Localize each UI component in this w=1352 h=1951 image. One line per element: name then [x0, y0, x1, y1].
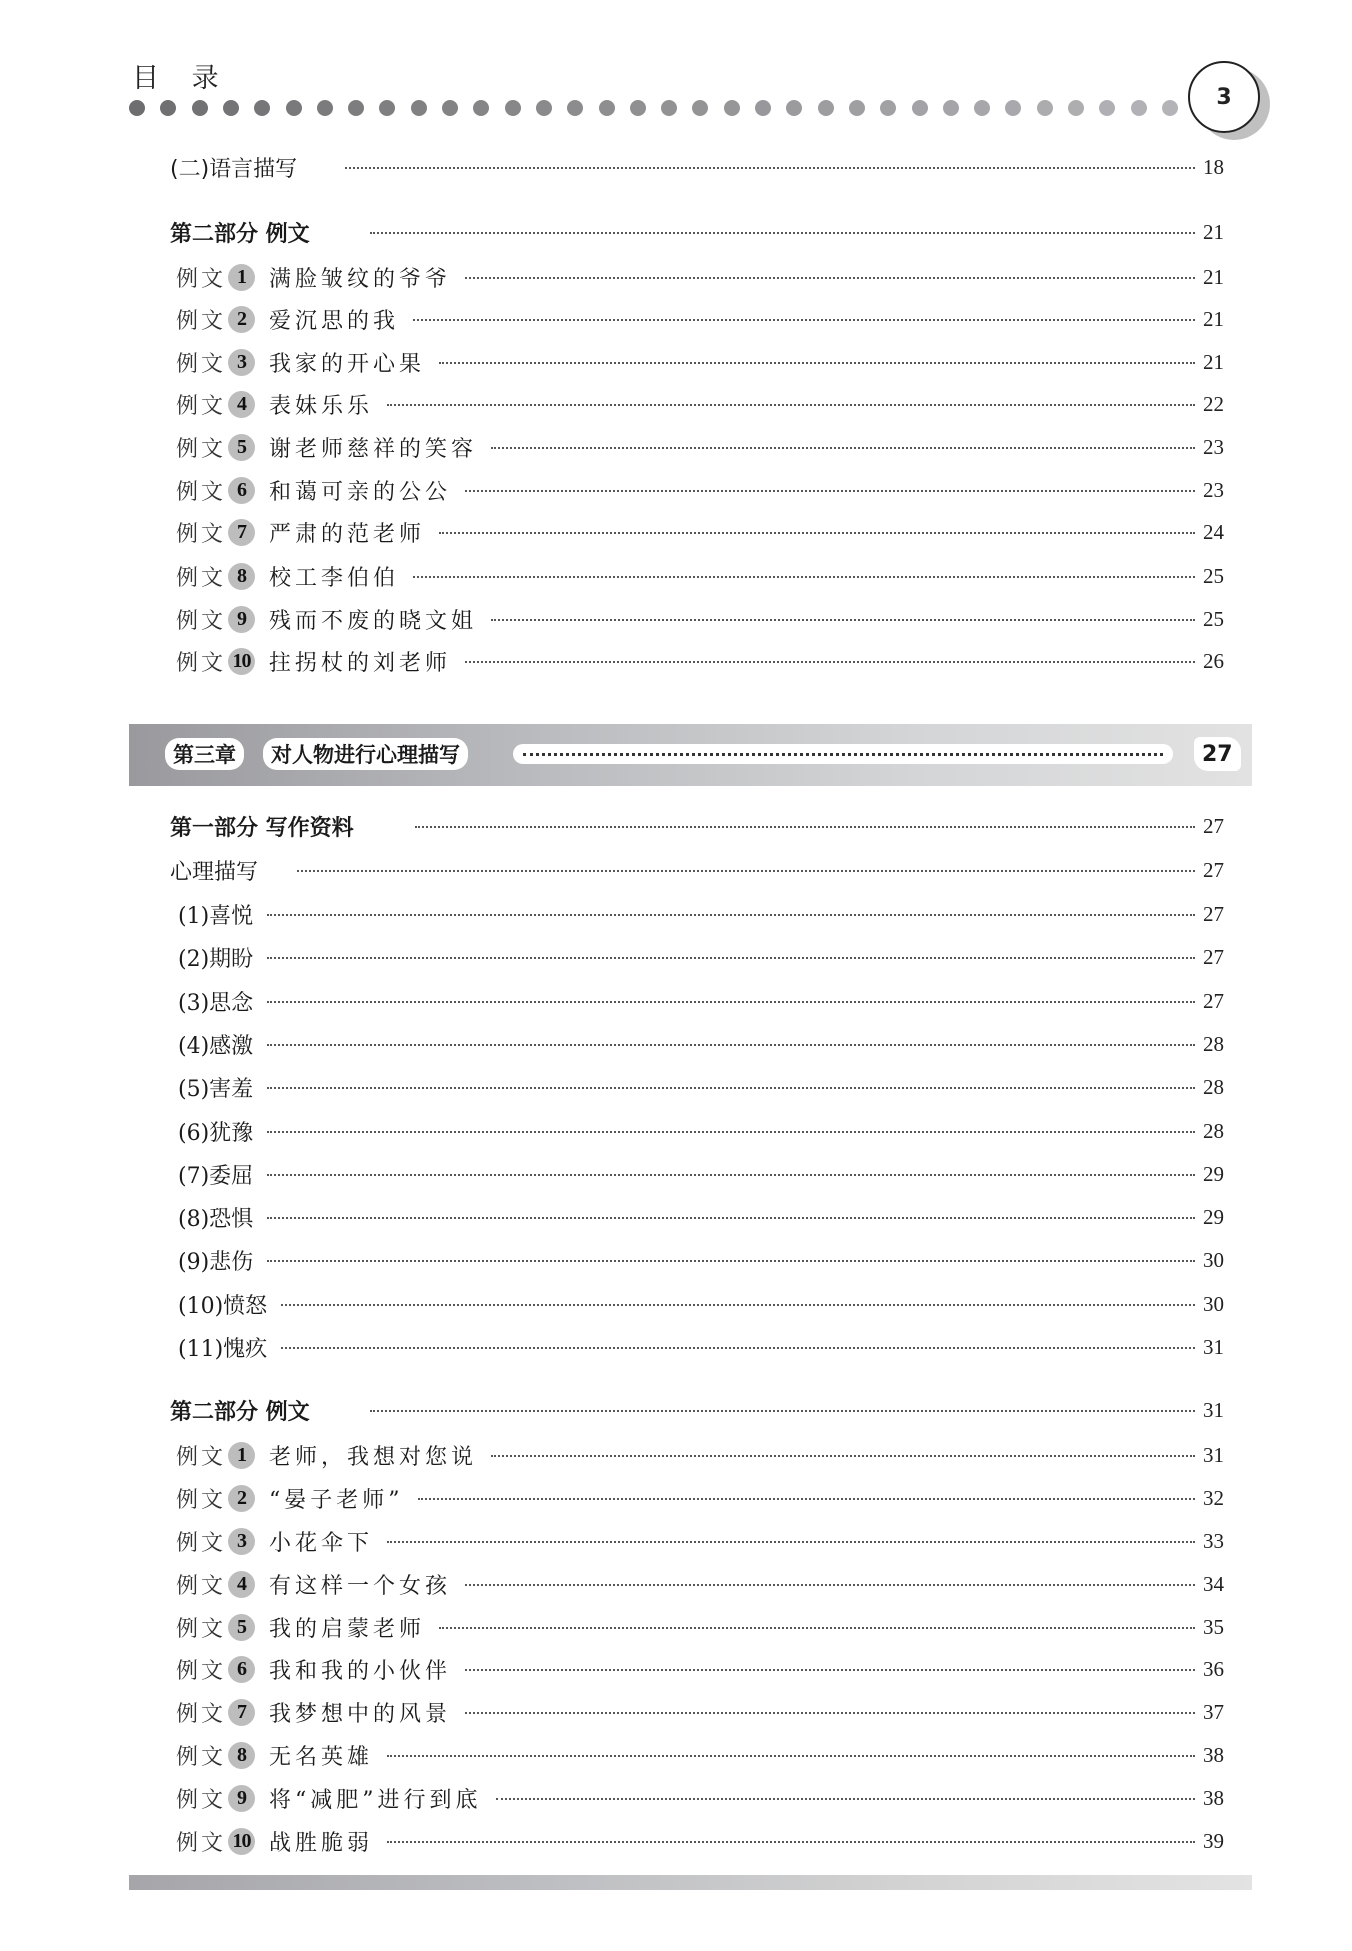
example-number-badge: 8 [228, 1742, 255, 1769]
toc-entry-label [176, 304, 409, 335]
dot-leader [491, 447, 1195, 449]
dot-leader [281, 1304, 1195, 1306]
example-title: 我家的开心果 [269, 351, 426, 377]
toc-example-entry[interactable] [0, 260, 1352, 294]
toc-page-number: 21 [1203, 219, 1224, 244]
example-title: 表妹乐乐 [269, 393, 374, 419]
toc-page-number: 27 [1203, 813, 1224, 838]
decorative-dot [286, 100, 302, 116]
decorative-dot [692, 100, 708, 116]
toc-entry-label: (3)思念 [178, 986, 263, 1017]
toc-page-number: 28 [1203, 1118, 1224, 1143]
toc-entry-label [176, 1612, 435, 1643]
dot-leader [370, 232, 1195, 234]
dot-leader [267, 1001, 1195, 1003]
toc-example-entry[interactable] [0, 1481, 1352, 1515]
toc-page-number: 23 [1203, 434, 1224, 459]
toc-example-entry[interactable] [0, 1652, 1352, 1686]
toc-entry[interactable] [0, 1157, 1352, 1191]
example-prefix: 例文 [176, 1444, 227, 1470]
decorative-dot [1099, 100, 1115, 116]
dot-leader [413, 576, 1195, 578]
dot-leader [465, 1669, 1195, 1671]
toc-page-number: 36 [1203, 1656, 1224, 1681]
toc-entry-label: (二)语言描写 [170, 152, 307, 183]
example-title: 严肃的范老师 [269, 521, 426, 547]
toc-page-number: 21 [1203, 349, 1224, 374]
toc-entry-label [176, 1483, 414, 1514]
decorative-dot [411, 100, 427, 116]
example-title: “晏子老师” [269, 1487, 404, 1513]
toc-page-number: 35 [1203, 1614, 1224, 1639]
chapter-title: 对人物进行心理描写 [263, 738, 468, 770]
example-title: 将“减肥”进行到底 [269, 1787, 482, 1813]
dot-leader [465, 1712, 1195, 1714]
toc-example-entry[interactable] [0, 1824, 1352, 1858]
example-prefix: 例文 [176, 266, 227, 292]
toc-page-number: 24 [1203, 519, 1224, 544]
toc-entry-label [176, 347, 435, 378]
example-prefix: 例文 [176, 565, 227, 591]
toc-entry-label: (2)期盼 [178, 942, 263, 973]
toc-entry-label: 第一部分 写作资料 [170, 811, 364, 842]
dot-leader [281, 1347, 1195, 1349]
example-prefix: 例文 [176, 1787, 227, 1813]
toc-example-entry[interactable] [0, 602, 1352, 636]
dot-leader [465, 490, 1195, 492]
toc-page-number: 18 [1203, 154, 1224, 179]
toc-example-entry[interactable] [0, 1738, 1352, 1772]
example-number-badge: 6 [228, 477, 255, 504]
example-prefix: 例文 [176, 436, 227, 462]
toc-entry-label [176, 517, 435, 548]
toc-example-entry[interactable] [0, 1610, 1352, 1644]
dot-leader [345, 167, 1195, 169]
toc-example-entry[interactable] [0, 644, 1352, 678]
footer-bar [129, 1875, 1252, 1890]
decorative-dot [599, 100, 615, 116]
toc-page-number: 27 [1203, 988, 1224, 1013]
toc-page-number: 32 [1203, 1485, 1224, 1510]
example-number-badge: 2 [228, 1485, 255, 1512]
toc-page-number: 31 [1203, 1397, 1224, 1422]
dot-leader [415, 826, 1195, 828]
toc-example-entry[interactable] [0, 430, 1352, 464]
example-prefix: 例文 [176, 1530, 227, 1556]
toc-example-entry[interactable] [0, 302, 1352, 336]
toc-entry-label: (8)恐惧 [178, 1202, 263, 1233]
example-prefix: 例文 [176, 1573, 227, 1599]
toc-entry[interactable] [0, 853, 1352, 887]
toc-page-number: 33 [1203, 1528, 1224, 1553]
example-number-badge: 4 [228, 391, 255, 418]
decorative-dot [912, 100, 928, 116]
toc-entry-label [176, 646, 461, 677]
toc-entry-label [176, 561, 409, 592]
toc-page-number: 23 [1203, 477, 1224, 502]
example-number-badge: 10 [228, 1828, 255, 1855]
example-number-badge: 9 [228, 1785, 255, 1812]
example-number-badge: 5 [228, 1614, 255, 1641]
chapter-label: 第三章 [165, 738, 244, 770]
toc-part-heading[interactable] [0, 215, 1352, 249]
example-prefix: 例文 [176, 521, 227, 547]
toc-page-number: 21 [1203, 306, 1224, 331]
decorative-dot [880, 100, 896, 116]
example-title: 满脸皱纹的爷爷 [269, 266, 452, 292]
dot-leader [387, 1841, 1195, 1843]
dot-leader [491, 619, 1195, 621]
decorative-dot [192, 100, 208, 116]
toc-entry-label [176, 475, 461, 506]
toc-example-entry[interactable] [0, 345, 1352, 379]
toc-entry[interactable] [0, 1114, 1352, 1148]
toc-entry-label [176, 1826, 383, 1857]
toc-page-number: 30 [1203, 1247, 1224, 1272]
toc-entry[interactable] [0, 940, 1352, 974]
toc-example-entry[interactable] [0, 1567, 1352, 1601]
toc-entry-label [176, 1569, 461, 1600]
toc-page-number: 25 [1203, 563, 1224, 588]
example-title: 校工李伯伯 [269, 565, 400, 591]
toc-page-number: 28 [1203, 1031, 1224, 1056]
example-title: 战胜脆弱 [269, 1830, 374, 1856]
example-prefix: 例文 [176, 1487, 227, 1513]
decorative-dot [473, 100, 489, 116]
decorative-dot-row [129, 100, 1189, 116]
example-prefix: 例文 [176, 308, 227, 334]
example-number-badge: 2 [228, 306, 255, 333]
example-prefix: 例文 [176, 608, 227, 634]
toc-page-number: 22 [1203, 391, 1224, 416]
dot-leader [387, 1541, 1195, 1543]
toc-part-heading[interactable] [0, 809, 1352, 843]
toc-entry[interactable] [0, 1200, 1352, 1234]
example-number-badge: 1 [228, 264, 255, 291]
decorative-dot [974, 100, 990, 116]
example-title: 爱沉思的我 [269, 308, 400, 334]
dot-leader [267, 1217, 1195, 1219]
decorative-dot [849, 100, 865, 116]
chapter-page-number: 27 [1194, 737, 1241, 771]
dot-leader [465, 661, 1195, 663]
toc-part-heading[interactable] [0, 1393, 1352, 1427]
example-number-badge: 5 [228, 434, 255, 461]
toc-entry-label [176, 1697, 461, 1728]
decorative-dot [129, 100, 145, 116]
toc-entry[interactable] [0, 1027, 1352, 1061]
dot-leader [413, 319, 1195, 321]
toc-entry-label [176, 1654, 461, 1685]
decorative-dot [379, 100, 395, 116]
toc-page-number: 29 [1203, 1204, 1224, 1229]
dot-leader [439, 532, 1195, 534]
toc-entry-label [176, 389, 383, 420]
dot-leader [439, 362, 1195, 364]
toc-entry-label: (10)愤怒 [178, 1289, 277, 1320]
example-number-badge: 7 [228, 1699, 255, 1726]
example-prefix: 例文 [176, 1701, 227, 1727]
toc-entry-label: (6)犹豫 [178, 1116, 263, 1147]
toc-entry-label [176, 1740, 383, 1771]
toc-page-number: 29 [1203, 1161, 1224, 1186]
example-title: 我的启蒙老师 [269, 1616, 426, 1642]
example-title: 拄拐杖的刘老师 [269, 650, 452, 676]
toc-entry[interactable] [0, 1070, 1352, 1104]
decorative-dot [348, 100, 364, 116]
decorative-dot [724, 100, 740, 116]
toc-page-number: 39 [1203, 1828, 1224, 1853]
toc-entry[interactable] [0, 1243, 1352, 1277]
toc-page-number: 37 [1203, 1699, 1224, 1724]
example-prefix: 例文 [176, 1744, 227, 1770]
example-number-badge: 3 [228, 349, 255, 376]
example-title: 我梦想中的风景 [269, 1701, 452, 1727]
toc-entry-label [176, 262, 461, 293]
toc-example-entry[interactable] [0, 387, 1352, 421]
example-title: 谢老师慈祥的笑容 [269, 436, 478, 462]
page-heading: 目 录 [132, 63, 231, 94]
example-number-badge: 6 [228, 1656, 255, 1683]
example-number-badge: 3 [228, 1528, 255, 1555]
example-prefix: 例文 [176, 1830, 227, 1856]
dot-leader [513, 744, 1173, 764]
decorative-dot [1037, 100, 1053, 116]
toc-entry-label [176, 432, 487, 463]
decorative-dot [1068, 100, 1084, 116]
toc-page-number: 27 [1203, 944, 1224, 969]
toc-entry-label: (7)委屈 [178, 1159, 263, 1190]
decorative-dot [1131, 100, 1147, 116]
toc-page-number: 25 [1203, 606, 1224, 631]
toc-entry-label: (11)愧疚 [178, 1332, 277, 1363]
toc-example-entry[interactable] [0, 1438, 1352, 1472]
example-title: 我和我的小伙伴 [269, 1658, 452, 1684]
toc-example-entry[interactable] [0, 559, 1352, 593]
example-number-badge: 1 [228, 1442, 255, 1469]
dot-leader [387, 404, 1195, 406]
toc-page-number: 38 [1203, 1785, 1224, 1810]
toc-page-number: 27 [1203, 857, 1224, 882]
example-number-badge: 8 [228, 563, 255, 590]
toc-page-number: 28 [1203, 1074, 1224, 1099]
toc-page-number: 27 [1203, 901, 1224, 926]
toc-entry-label: (5)害羞 [178, 1072, 263, 1103]
toc-page-number: 26 [1203, 648, 1224, 673]
toc-page-number: 34 [1203, 1571, 1224, 1596]
dot-leader [439, 1627, 1195, 1629]
example-title: 残而不废的晓文姐 [269, 608, 478, 634]
dot-leader [465, 277, 1195, 279]
example-title: 老师，我想对您说 [269, 1444, 478, 1470]
decorative-dot [1162, 100, 1178, 116]
decorative-dot [536, 100, 552, 116]
dot-leader [267, 957, 1195, 959]
dot-leader [496, 1798, 1195, 1800]
dot-leader [418, 1498, 1195, 1500]
toc-entry-label [176, 1440, 487, 1471]
decorative-dot [630, 100, 646, 116]
toc-entry[interactable] [0, 1287, 1352, 1321]
toc-entry[interactable] [0, 1330, 1352, 1364]
dot-leader [267, 1131, 1195, 1133]
dot-leader [267, 914, 1195, 916]
chapter-banner[interactable] [129, 724, 1252, 786]
dot-leader [491, 1455, 1195, 1457]
toc-entry[interactable] [0, 897, 1352, 931]
dot-leader [267, 1174, 1195, 1176]
dot-leader [267, 1087, 1195, 1089]
dot-leader [370, 1410, 1195, 1412]
example-title: 小花伞下 [269, 1530, 374, 1556]
toc-example-entry[interactable] [0, 1781, 1352, 1815]
decorative-dot [943, 100, 959, 116]
toc-entry-label: 第二部分 例文 [170, 1395, 320, 1426]
example-prefix: 例文 [176, 650, 227, 676]
example-prefix: 例文 [176, 1658, 227, 1684]
toc-entry-label: (1)喜悦 [178, 899, 263, 930]
dot-leader [267, 1260, 1195, 1262]
example-prefix: 例文 [176, 1616, 227, 1642]
decorative-dot [1005, 100, 1021, 116]
decorative-dot [223, 100, 239, 116]
decorative-dot [254, 100, 270, 116]
example-number-badge: 10 [228, 648, 255, 675]
example-number-badge: 7 [228, 519, 255, 546]
toc-entry-label [176, 1783, 492, 1814]
decorative-dot [786, 100, 802, 116]
example-number-badge: 9 [228, 606, 255, 633]
example-prefix: 例文 [176, 393, 227, 419]
decorative-dot [317, 100, 333, 116]
toc-entry-label: 第二部分 例文 [170, 217, 320, 248]
example-title: 无名英雄 [269, 1744, 374, 1770]
decorative-dot [818, 100, 834, 116]
toc-entry-label [176, 1526, 383, 1557]
page-number-badge: 3 [1188, 61, 1260, 133]
dot-leader [267, 1044, 1195, 1046]
toc-entry-label: (4)感激 [178, 1029, 263, 1060]
toc-entry[interactable] [0, 150, 1352, 184]
toc-example-entry[interactable] [0, 1524, 1352, 1558]
dot-leader [297, 870, 1195, 872]
toc-example-entry[interactable] [0, 515, 1352, 549]
example-prefix: 例文 [176, 351, 227, 377]
toc-entry-label: (9)悲伤 [178, 1245, 263, 1276]
example-number-badge: 4 [228, 1571, 255, 1598]
decorative-dot [160, 100, 176, 116]
decorative-dot [661, 100, 677, 116]
toc-page-number: 30 [1203, 1291, 1224, 1316]
decorative-dot [567, 100, 583, 116]
decorative-dot [505, 100, 521, 116]
toc-entry-label: 心理描写 [170, 855, 268, 886]
toc-example-entry[interactable] [0, 473, 1352, 507]
example-title: 和蔼可亲的公公 [269, 479, 452, 505]
toc-entry-label [176, 604, 487, 635]
toc-page-number: 31 [1203, 1442, 1224, 1467]
decorative-dot [442, 100, 458, 116]
toc-page-number: 31 [1203, 1334, 1224, 1359]
dot-leader [387, 1755, 1195, 1757]
example-title: 有这样一个女孩 [269, 1573, 452, 1599]
toc-page-number: 21 [1203, 264, 1224, 289]
decorative-dot [755, 100, 771, 116]
dot-leader [465, 1584, 1195, 1586]
example-prefix: 例文 [176, 479, 227, 505]
toc-page-number: 38 [1203, 1742, 1224, 1767]
toc-entry[interactable] [0, 984, 1352, 1018]
toc-example-entry[interactable] [0, 1695, 1352, 1729]
